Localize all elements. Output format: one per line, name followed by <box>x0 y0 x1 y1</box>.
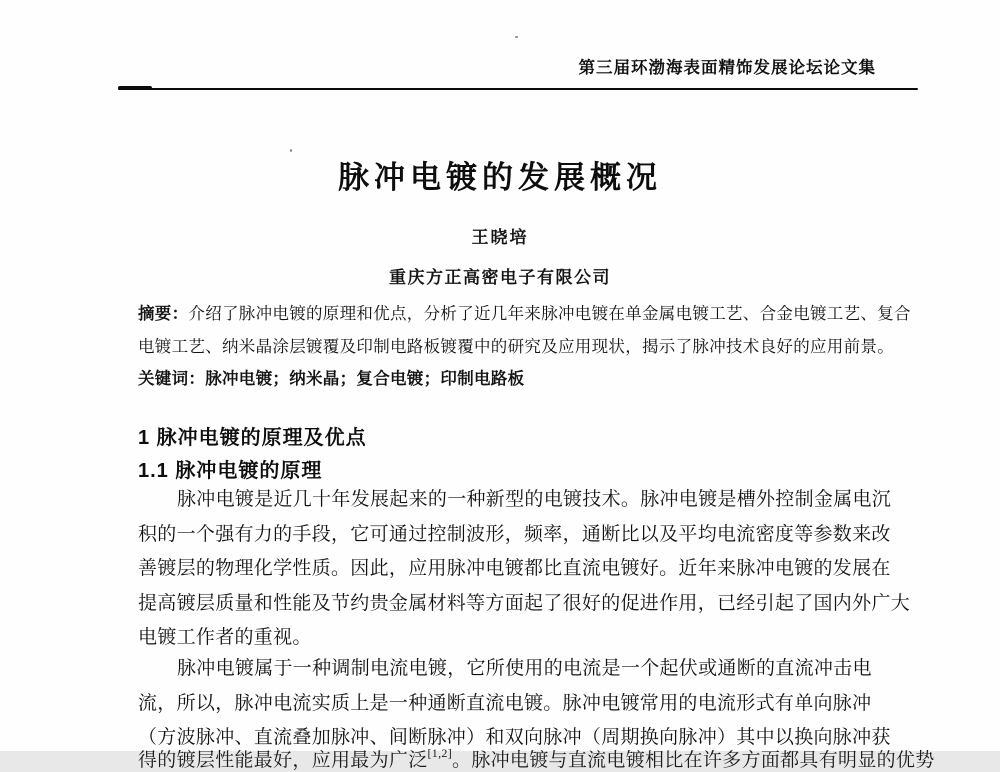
scan-speck <box>515 36 518 38</box>
keywords-text: 脉冲电镀；纳米晶；复合电镀；印制电路板 <box>205 369 525 388</box>
clipped-line-text: 。脉冲电镀与直流电镀相比在许多方面都具有明显的优势 <box>452 750 935 771</box>
author-affiliation: 重庆方正高密电子有限公司 <box>389 268 611 287</box>
abstract-block <box>138 298 914 396</box>
paragraph-2 <box>138 652 914 756</box>
section-heading-1-1: 1.1 脉冲电镀的原理 <box>138 460 323 482</box>
paragraph-line: 提高镀层质量和性能及节约贵金属材料等方面起了很好的促进作用，已经引起了国内外广大 <box>138 592 911 614</box>
paragraph-line: 积的一个强有力的手段，它可通过控制波形，频率，通断比以及平均电流密度等参数来改 <box>138 523 891 545</box>
section-heading-1: 1 脉冲电镀的原理及优点 <box>138 427 367 449</box>
scan-speck <box>290 149 292 152</box>
clipped-bottom-line <box>138 742 958 772</box>
paragraph-line: （方波脉冲、直流叠加脉冲、间断脉冲）和双向脉冲（周期换向脉冲）其中以换向脉冲获 <box>138 727 891 748</box>
paragraph-line: 电镀工作者的重视。 <box>138 627 312 648</box>
running-header: 第三届环渤海表面精饰发展论坛论文集 <box>578 59 876 77</box>
paragraph-line: 善镀层的物理化学性质。因此，应用脉冲电镀都比直流电镀好。近年来脉冲电镀的发展在 <box>138 558 891 579</box>
abstract-line <box>138 298 914 331</box>
keywords-label: 关键词： <box>138 370 206 388</box>
keywords-line <box>138 363 914 396</box>
paper-title: 脉冲电镀的发展概况 <box>338 160 662 195</box>
paragraph-line: 脉冲电镀是近几十年发展起来的一种新型的电镀技术。脉冲电镀是槽外控制金属电沉 <box>177 489 892 510</box>
paragraph-line: 脉冲电镀属于一种调制电流电镀，它所使用的电流是一个起伏或通断的直流冲击电 <box>177 658 872 679</box>
abstract-text-line-1: 介绍了脉冲电镀的原理和优点，分析了近几年来脉冲电镀在单金属电镀工艺、合金电镀工艺、复合 <box>188 304 911 323</box>
paragraph-line: 流，所以，脉冲电流实质上是一种通断直流电镀。脉冲电镀常用的电流形式有单向脉冲 <box>138 692 872 714</box>
abstract-label: 摘要： <box>138 305 189 323</box>
paragraph-1 <box>138 483 914 656</box>
abstract-text-line-2: 电镀工艺、纳米晶涂层镀覆及印制电路板镀覆中的研究及应用现状，揭示了脉冲技术良好的应用前景。 <box>138 336 894 356</box>
reference-superscript: [1,2] <box>427 746 453 760</box>
clipped-line-text: 得的镀层性能最好，应用最为广泛 <box>138 750 428 771</box>
author-name: 王晓培 <box>471 228 529 247</box>
header-rule <box>118 88 918 90</box>
